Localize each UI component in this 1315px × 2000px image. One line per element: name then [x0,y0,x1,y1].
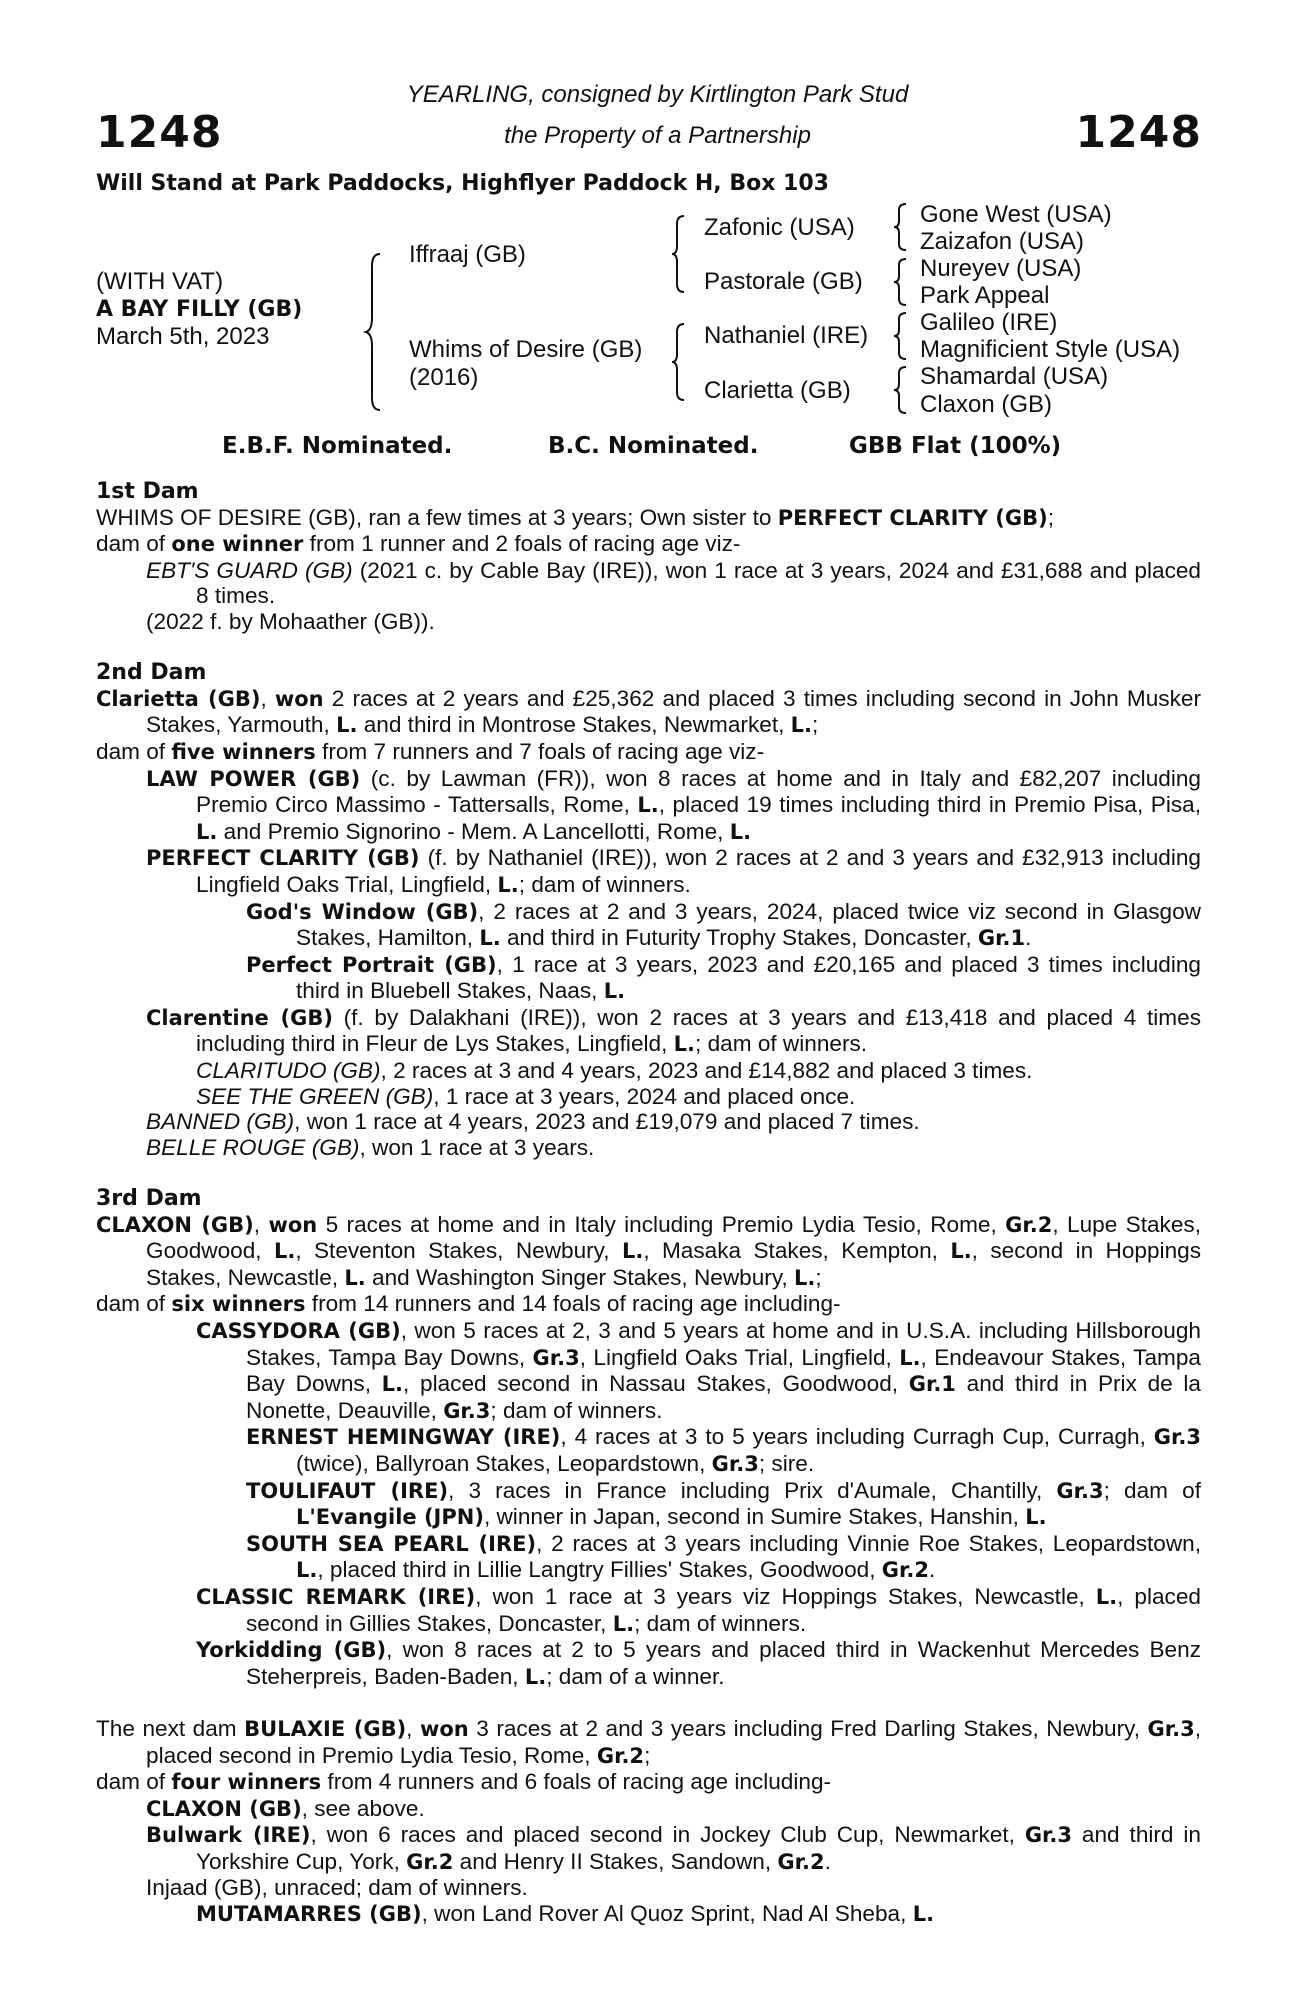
pedigree-dsd: Magnificient Style (USA) [920,336,1181,363]
foaling-date: March 5th, 2023 [96,323,270,350]
produce-entry: CLARITUDO (GB), 2 races at 3 and 4 years, 2023 and £14,882 and placed 3 times. [196,1058,1033,1084]
second-dam-paragraph: Clarietta (GB), won 2 races at 2 years and £25,362 and placed 3 times including second in John Musker Stakes, Yarmouth, L. and third in Montrose Stakes, Newmarket, L.; [96,685,1201,738]
pedigree-dam-sire: Nathaniel (IRE) [704,322,869,349]
third-dam-paragraph: CLAXON (GB), won 5 races at home and in Italy including Premio Lydia Tesio, Rome, Gr.2, Lupe Stakes, Goodwood, L., Steventon Stakes, Newbury, L., Masaka Stakes, Kempton, L., second in Hoppings Stakes, Newcastle, L. and Washington Singer Stakes, Newbury, L.; [96,1211,1201,1290]
pedigree-sire: Iffraaj (GB) [409,241,526,268]
third-dam-produce-summary: dam of six winners from 14 runners and 14 foals of racing age including- [96,1291,841,1317]
produce-entry: God's Window (GB), 2 races at 2 and 3 years, 2024, placed twice viz second in Glasgow Stakes, Hamilton, L. and third in Futurity Trophy Stakes, Doncaster, Gr.1. [246,898,1201,951]
produce-entry: Perfect Portrait (GB), 1 race at 3 years, 2023 and £20,165 and placed 3 times including third in Bluebell Stakes, Naas, L. [246,951,1201,1004]
produce-entry: CASSYDORA (GB), won 5 races at 2, 3 and 5 years at home and in U.S.A. including Hillsborough Stakes, Tampa Bay Downs, Gr.3, Lingfield Oaks Trial, Lingfield, L., Endeavour Stakes, Tampa Bay Downs, L., placed second in Nassau Stakes, Goodwood, Gr.1 and third in Prix de la Nonette, Deauville, Gr.3; dam of winners. [196,1318,1201,1423]
produce-entry: TOULIFAUT (IRE), 3 races in France including Prix d'Aumale, Chantilly, Gr.3; dam of L'Evangile (JPN), winner in Japan, second in Sumire Stakes, Hanshin, L. [246,1477,1201,1530]
pedigree-dam: Whims of Desire (GB) [409,336,643,363]
produce-entry: Yorkidding (GB), won 8 races at 2 to 5 years and placed third in Wackenhut Mercedes Benz Steherpreis, Baden-Baden, L.; dam of a winner. [196,1637,1201,1689]
catalogue-text [96,479,1201,1928]
produce-entry: LAW POWER (GB) (c. by Lawman (FR)), won 8 races at home and in Italy and £82,207 including Premio Circo Massimo - Tattersalls, Rome, L., placed 19 times including third in Premio Pisa, Pisa, L. and Premio Signorino - Mem. A Lancellotti, Rome, L. [146,765,1201,844]
pedigree-sdd: Park Appeal [920,282,1050,309]
produce-entry: SOUTH SEA PEARL (IRE), 2 races at 3 years including Vinnie Roe Stakes, Leopardstown, L., placed third in Lillie Langtry Fillies' Stakes, Goodwood, Gr.2. [246,1530,1201,1583]
second-dam-produce-summary: dam of five winners from 7 runners and 7 foals of racing age viz- [96,738,765,764]
pedigree-bracket-ss [894,202,910,252]
produce-entry: SEE THE GREEN (GB), 1 race at 3 years, 2024 and placed once. [196,1083,856,1109]
pedigree-bracket-sire [672,214,688,294]
vat-note: (WITH VAT) [96,268,224,295]
pedigree-bracket-sd [894,257,910,307]
pedigree-sss: Gone West (USA) [920,201,1112,228]
produce-entry: ERNEST HEMINGWAY (IRE), 4 races at 3 to 5 years including Curragh Cup, Curragh, Gr.3 (twice), Ballyroan Stakes, Leopardstown, Gr.3; sire. [246,1424,1201,1476]
third-dam-heading: 3rd Dam [96,1186,202,1212]
pedigree-bracket-dam [672,322,688,402]
pedigree-sds: Nureyev (USA) [920,255,1082,282]
property-line: the Property of a Partnership [504,122,811,149]
first-dam-heading: 1st Dam [96,479,199,504]
pedigree-bracket-main [366,252,386,412]
produce-entry: PERFECT CLARITY (GB) (f. by Nathaniel (IRE)), won 2 races at 2 and 3 years and £32,913 including Lingfield Oaks Trial, Lingfield, L.; dam of winners. [146,845,1201,897]
pedigree-dam-year: (2016) [409,364,479,391]
pedigree-bracket-dd [894,365,910,415]
fourth-dam-paragraph: The next dam BULAXIE (GB), won 3 races at 2 and 3 years including Fred Darling Stakes, Newbury, Gr.3, placed second in Premio Lydia Tesio, Rome, Gr.2; [96,1715,1201,1768]
produce-entry: CLASSIC REMARK (IRE), won 1 race at 3 years viz Hoppings Stakes, Newcastle, L., placed second in Gillies Stakes, Doncaster, L.; dam of winners. [196,1583,1201,1636]
lot-number-right: 1248 [1075,107,1202,158]
pedigree-dss: Galileo (IRE) [920,309,1058,336]
pedigree-dam-dam: Clarietta (GB) [704,377,851,404]
pedigree-ddd: Claxon (GB) [920,391,1053,418]
produce-entry: BELLE ROUGE (GB), won 1 race at 3 years. [146,1134,595,1160]
horse-name: A BAY FILLY (GB) [96,297,303,322]
pedigree-sire-sire: Zafonic (USA) [704,214,855,241]
first-dam-paragraph: WHIMS OF DESIRE (GB), ran a few times at 3 years; Own sister to PERFECT CLARITY (GB); [96,504,1054,530]
produce-entry: EBT'S GUARD (GB) (2021 c. by Cable Bay (IRE)), won 1 race at 3 years, 2024 and £31,688 and placed 8 times. [146,557,1201,609]
consignor-line: YEARLING, consigned by Kirtlington Park Stud [406,81,909,108]
bc-nomination: B.C. Nominated. [548,433,759,459]
ebf-nomination: E.B.F. Nominated. [222,433,453,459]
first-dam-produce-summary: dam of one winner from 1 runner and 2 foals of racing age viz- [96,531,741,557]
pedigree-bracket-ds [894,311,910,361]
lot-number-left: 1248 [96,107,223,158]
second-dam-heading: 2nd Dam [96,660,207,686]
produce-entry: Clarentine (GB) (f. by Dalakhani (IRE)), won 2 races at 3 years and £13,418 and placed 4 times including third in Fleur de Lys Stakes, Lingfield, L.; dam of winners. [146,1004,1201,1057]
gbb-flat: GBB Flat (100%) [849,433,1062,459]
pedigree-ssd: Zaizafon (USA) [920,228,1085,255]
produce-entry: Injaad (GB), unraced; dam of winners. [146,1875,528,1901]
produce-entry: BANNED (GB), won 1 race at 4 years, 2023 and £19,079 and placed 7 times. [146,1109,920,1135]
pedigree-dds: Shamardal (USA) [920,363,1109,390]
fourth-dam-produce-summary: dam of four winners from 4 runners and 6 foals of racing age including- [96,1769,832,1795]
pedigree-sire-dam: Pastorale (GB) [704,268,863,295]
produce-entry: CLAXON (GB), see above. [146,1795,425,1821]
produce-entry: Bulwark (IRE), won 6 races and placed second in Jockey Club Cup, Newmarket, Gr.3 and third in Yorkshire Cup, York, Gr.2 and Henry II Stakes, Sandown, Gr.2. [146,1822,1201,1874]
produce-entry: MUTAMARRES (GB), won Land Rover Al Quoz Sprint, Nad Al Sheba, L. [196,1901,935,1927]
produce-entry: (2022 f. by Mohaather (GB)). [146,608,435,634]
stand-location: Will Stand at Park Paddocks, Highflyer Paddock H, Box 103 [96,171,829,196]
